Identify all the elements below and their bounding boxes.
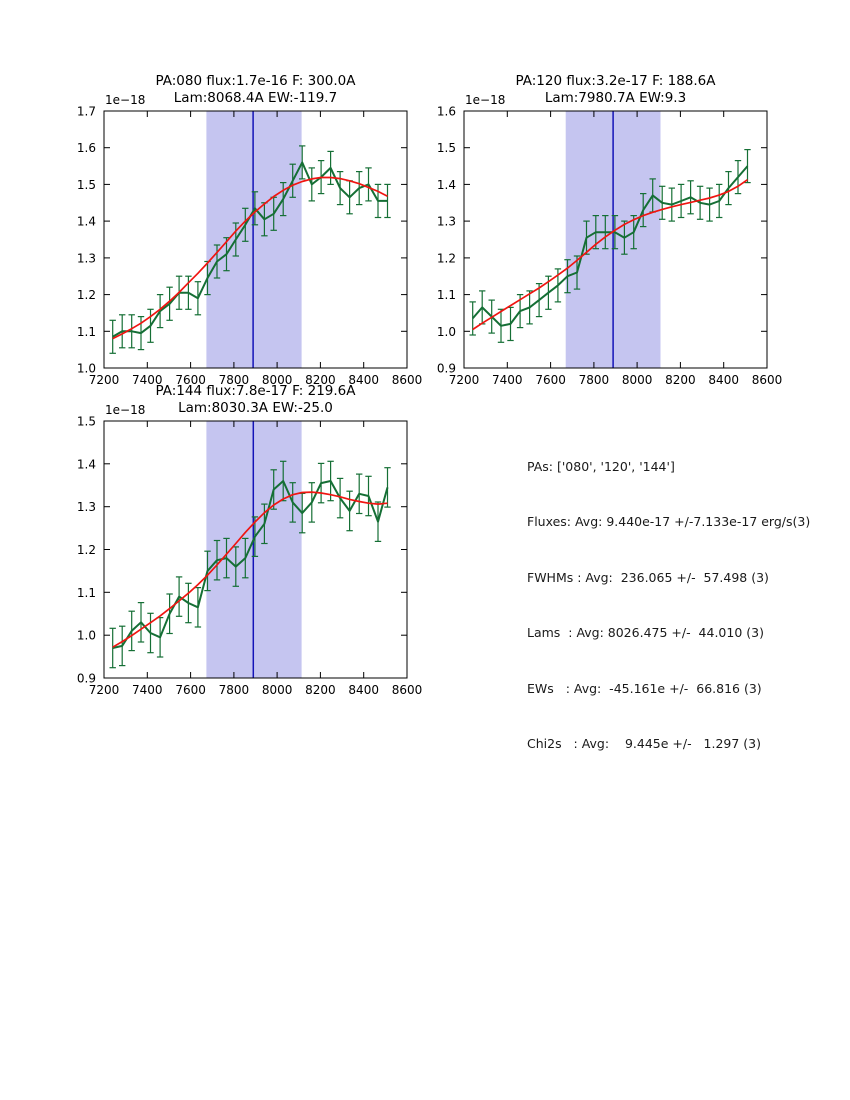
svg-text:1.1: 1.1 xyxy=(436,288,456,303)
stats-line-chi2s: Chi2s : Avg: 9.445e +/- 1.297 (3) xyxy=(527,735,761,751)
svg-text:1.5: 1.5 xyxy=(436,141,456,156)
svg-text:1.1: 1.1 xyxy=(76,324,96,339)
svg-text:1.1: 1.1 xyxy=(76,585,96,600)
svg-text:8000: 8000 xyxy=(261,373,293,387)
svg-text:7800: 7800 xyxy=(218,373,250,387)
stats-line-ews: EWs : Avg: -45.161e +/- 66.816 (3) xyxy=(527,680,762,696)
svg-text:7600: 7600 xyxy=(175,683,206,697)
svg-text:1e−18: 1e−18 xyxy=(105,403,146,417)
svg-text:1.4: 1.4 xyxy=(76,457,96,472)
stats-line-fluxes: Fluxes: Avg: 9.440e-17 +/-7.133e-17 erg/s(3) xyxy=(527,514,811,530)
svg-text:8600: 8600 xyxy=(391,683,423,697)
plot2-title-line1: PA:120 flux:3.2e-17 F: 188.6A xyxy=(515,73,716,89)
svg-text:8400: 8400 xyxy=(348,373,379,387)
svg-text:1.2: 1.2 xyxy=(76,543,96,557)
plot1-canvas-pa080 xyxy=(44,90,427,395)
svg-text:7600: 7600 xyxy=(175,373,206,387)
svg-text:1.0: 1.0 xyxy=(76,361,96,376)
svg-text:8200: 8200 xyxy=(305,373,336,387)
svg-text:7800: 7800 xyxy=(218,683,250,697)
svg-text:7400: 7400 xyxy=(132,683,163,697)
svg-text:8600: 8600 xyxy=(391,373,423,387)
svg-text:1.4: 1.4 xyxy=(76,214,96,229)
plot3-canvas-pa144 xyxy=(44,400,427,705)
svg-text:1.7: 1.7 xyxy=(76,104,96,119)
svg-text:7200: 7200 xyxy=(448,373,480,387)
svg-text:8400: 8400 xyxy=(348,683,379,697)
svg-text:1e−18: 1e−18 xyxy=(465,93,506,107)
plot1-title-line1: PA:080 flux:1.7e-16 F: 300.0A xyxy=(155,73,356,89)
svg-text:1.2: 1.2 xyxy=(436,251,456,266)
stats-line-lams: Lams : Avg: 8026.475 +/- 44.010 (3) xyxy=(527,625,764,641)
svg-text:1.3: 1.3 xyxy=(436,214,456,229)
svg-text:1.2: 1.2 xyxy=(76,288,96,303)
svg-text:8600: 8600 xyxy=(751,373,783,387)
svg-text:1.4: 1.4 xyxy=(436,177,456,192)
svg-text:1.6: 1.6 xyxy=(76,141,96,156)
svg-text:1.3: 1.3 xyxy=(76,500,96,515)
svg-text:8000: 8000 xyxy=(261,683,293,697)
svg-text:7400: 7400 xyxy=(132,373,163,387)
plot3-title-line1: PA:144 flux:7.8e-17 F: 219.6A xyxy=(155,383,356,399)
stats-line-fwhms: FWHMs : Avg: 236.065 +/- 57.498 (3) xyxy=(527,569,769,585)
svg-text:0.9: 0.9 xyxy=(436,361,456,376)
svg-text:7200: 7200 xyxy=(88,373,120,387)
svg-text:0.9: 0.9 xyxy=(76,671,96,686)
svg-text:7200: 7200 xyxy=(88,683,120,697)
svg-text:7600: 7600 xyxy=(535,373,566,387)
svg-text:8400: 8400 xyxy=(708,373,739,387)
plot2-title-line2: Lam:7980.7A EW:9.3 xyxy=(544,90,687,106)
stats-line-pas: PAs: ['080', '120', '144'] xyxy=(527,459,675,474)
plot1-title-line2: Lam:8068.4A EW:-119.7 xyxy=(173,90,338,106)
svg-text:1.5: 1.5 xyxy=(76,414,96,429)
plot3-title-line2: Lam:8030.3A EW:-25.0 xyxy=(178,400,333,416)
svg-text:8000: 8000 xyxy=(621,373,653,387)
svg-text:7400: 7400 xyxy=(492,373,523,387)
svg-text:7800: 7800 xyxy=(578,373,610,387)
svg-text:1.0: 1.0 xyxy=(436,324,456,339)
stats-panel xyxy=(527,429,810,791)
svg-text:1.3: 1.3 xyxy=(76,251,96,266)
svg-text:1.0: 1.0 xyxy=(76,628,96,643)
svg-text:8200: 8200 xyxy=(305,683,336,697)
plot2-canvas-pa120 xyxy=(404,90,787,395)
svg-text:8200: 8200 xyxy=(665,373,696,387)
svg-text:1e−18: 1e−18 xyxy=(105,93,146,107)
svg-text:1.6: 1.6 xyxy=(436,104,456,119)
svg-text:1.5: 1.5 xyxy=(76,177,96,192)
